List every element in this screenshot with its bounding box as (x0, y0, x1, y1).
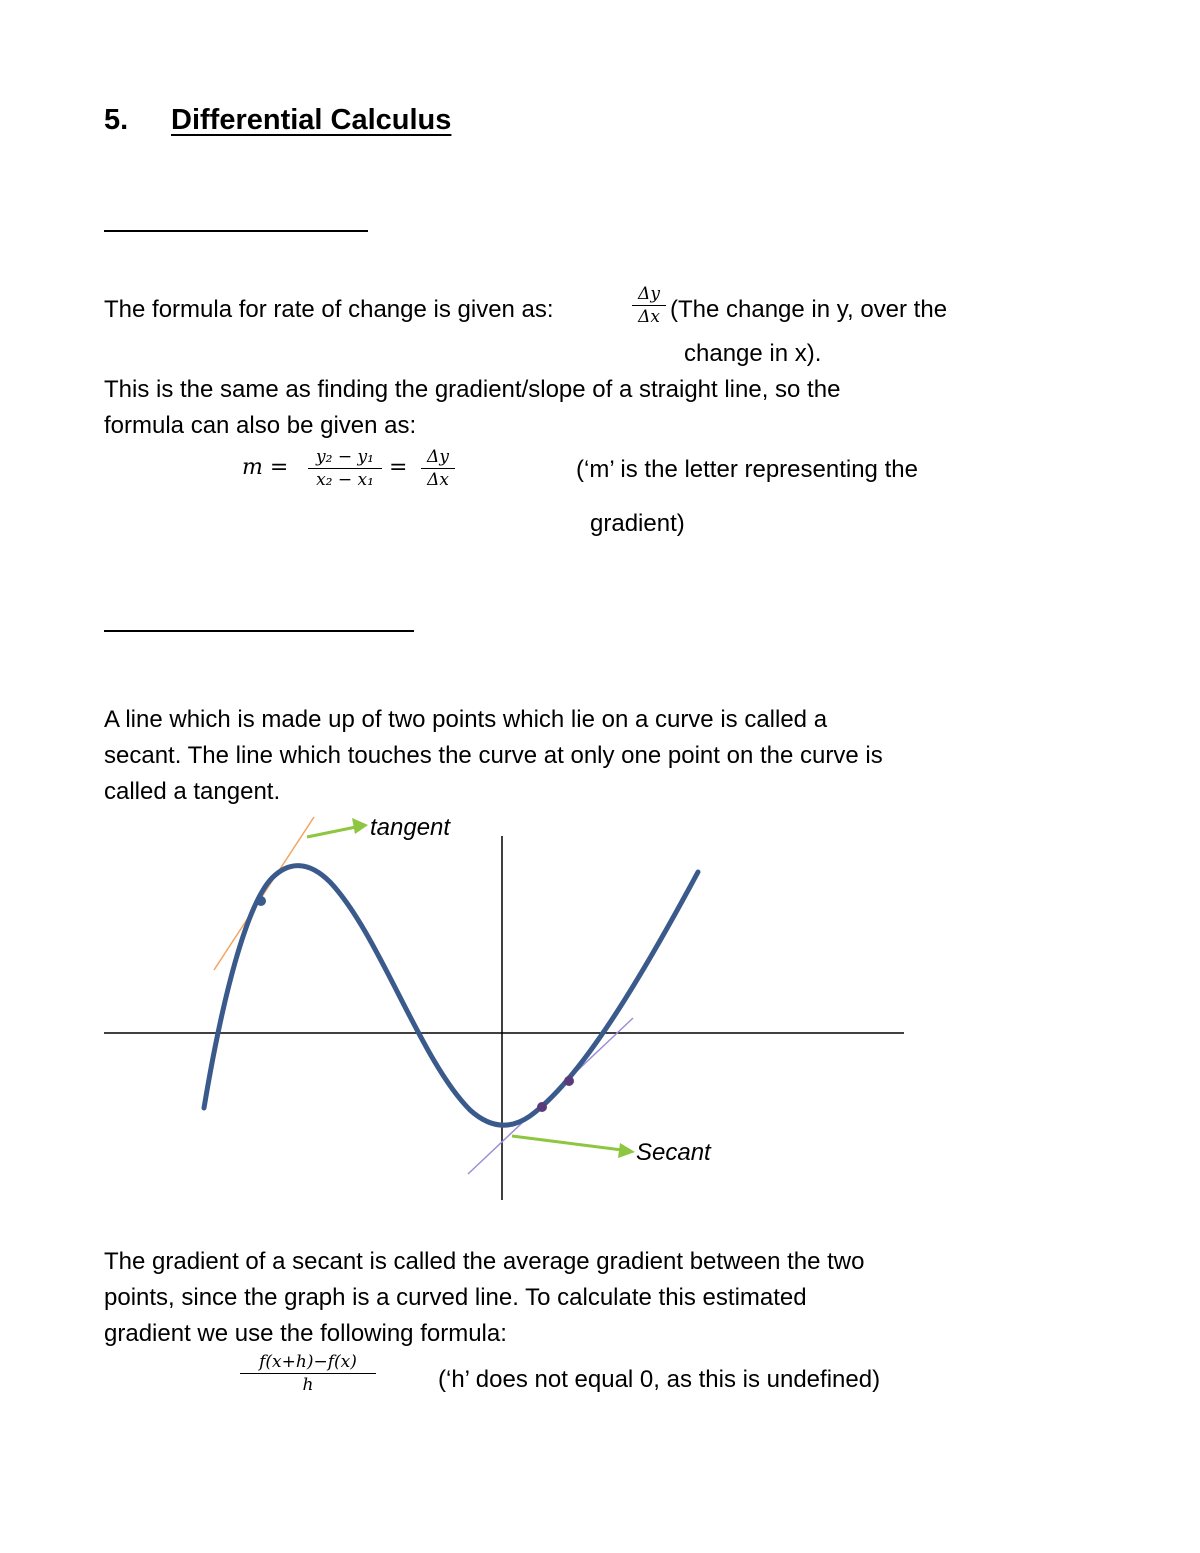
secant-point-1 (537, 1102, 547, 1112)
h-note: (‘h’ does not equal 0, as this is undefined) (438, 1366, 881, 1393)
average-gradient-line-2: points, since the graph is a curved line. To calculate this estimated (104, 1284, 807, 1311)
difference-quotient-formula (240, 1352, 376, 1395)
fraction-numerator: Δy (632, 284, 666, 306)
average-gradient-line-3: gradient we use the following formula: (104, 1320, 507, 1347)
secant-definition-line-3: called a tangent. (104, 778, 281, 805)
m-note-line-1: (‘m’ is the letter representing the (576, 456, 918, 483)
gradient-explanation-line-2: formula can also be given as: (104, 412, 417, 439)
m-equals: m = (242, 455, 289, 480)
rate-of-change-intro: The formula for rate of change is given as: (104, 296, 554, 323)
secant-label: Secant (636, 1139, 711, 1166)
fraction-numerator: y₂ − y₁ (308, 447, 382, 469)
secant-definition-line-1: A line which is made up of two points which lie on a curve is called a (104, 706, 828, 733)
cubic-curve (204, 866, 698, 1126)
gradient-explanation-line-1: This is the same as finding the gradient/slope of a straight line, so the (104, 376, 841, 403)
fraction-denominator: Δx (638, 307, 660, 327)
tangent-arrow-shaft (307, 827, 356, 837)
fraction-denominator: x₂ − x₁ (316, 470, 374, 490)
section-title: Differential Calculus (171, 104, 452, 136)
tangent-line (214, 817, 314, 970)
fraction-denominator: h (302, 1375, 314, 1395)
average-gradient-line-1: The gradient of a secant is called the average gradient between the two (104, 1248, 865, 1275)
m-note-line-2: gradient) (590, 510, 685, 537)
parenthetical-line-1: (The change in y, over the (670, 296, 948, 323)
equals-sign: = (389, 455, 408, 480)
section-number: 5. (104, 104, 129, 136)
tangent-arrow-head (352, 818, 368, 834)
secant-arrow-shaft (512, 1136, 622, 1150)
secant-definition-line-2: secant. The line which touches the curve at only one point on the curve is (104, 742, 883, 769)
fraction-numerator: f(x+h)−f(x) (240, 1352, 376, 1374)
tangent-label: tangent (370, 814, 451, 841)
secant-arrow-head (618, 1143, 635, 1158)
parenthetical-line-2: change in x). (684, 340, 822, 367)
fraction-denominator: Δx (427, 470, 449, 490)
fraction-numerator: Δy (421, 447, 455, 469)
secant-point-2 (564, 1076, 574, 1086)
tangent-point (256, 896, 266, 906)
